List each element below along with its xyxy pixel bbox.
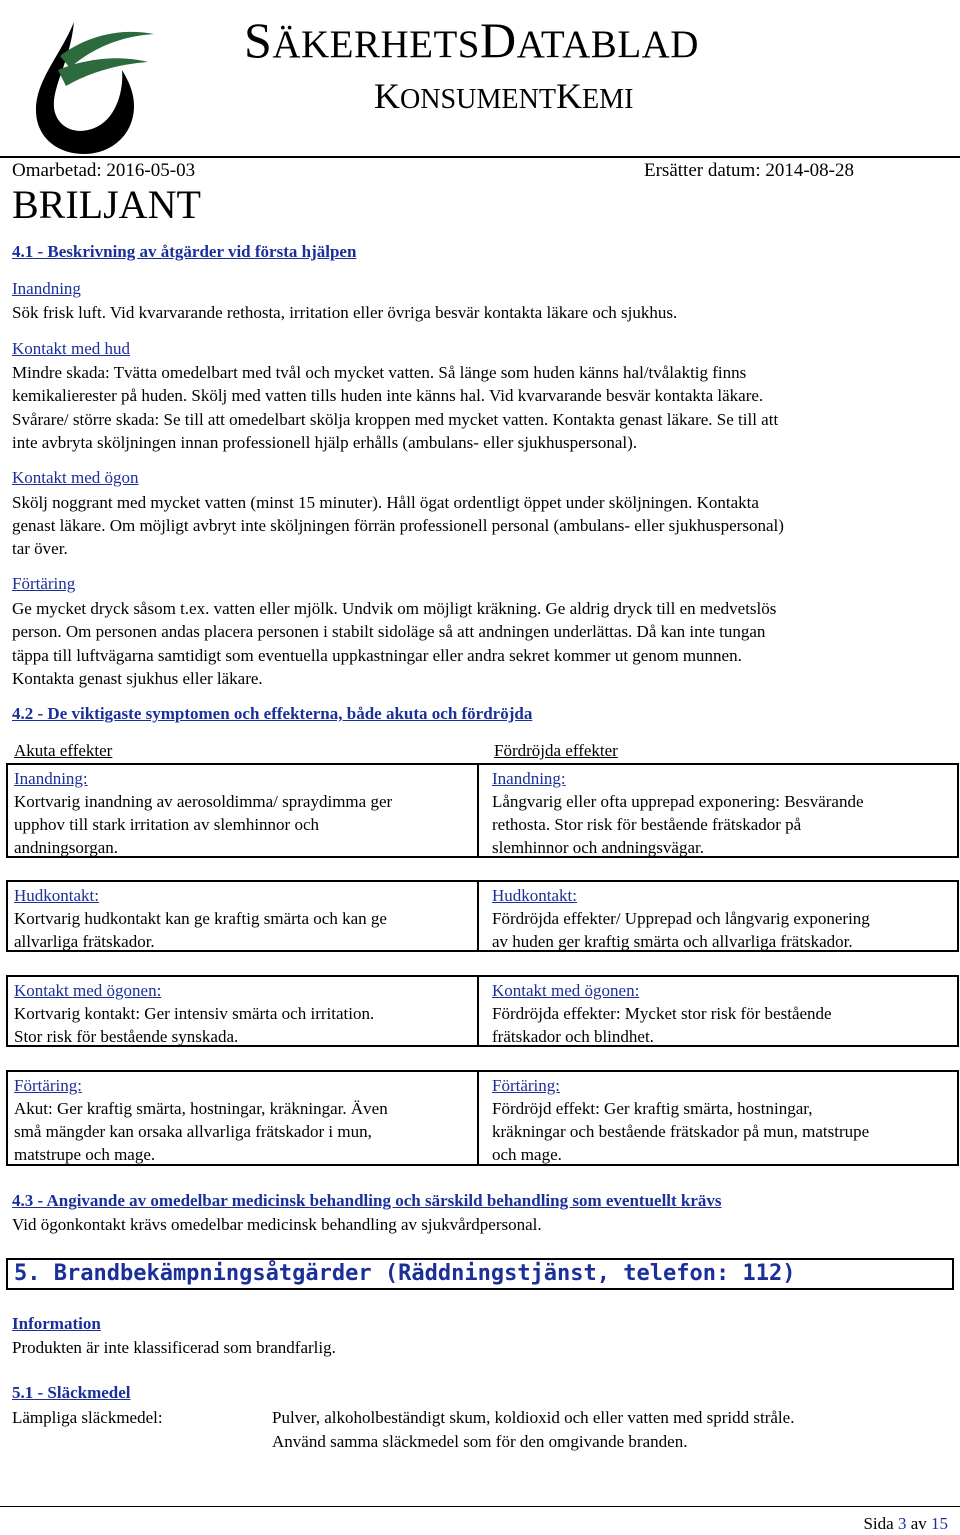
delayed-skin-label: Hudkontakt: (492, 886, 577, 905)
effects-row-eyes (6, 975, 959, 1047)
inhalation-text: Sök frisk luft. Vid kvarvarande rethosta, irritation eller övriga besvär kontakta läkare och sjukhus. (12, 303, 678, 322)
ingestion-text-4: Kontakta genast sjukhus eller läkare. (12, 669, 263, 688)
ingestion-text-2: person. Om personen andas placera personen i stabilt sidoläge så att andningen underlättas. Då kan inte tungan (12, 622, 766, 641)
eye-contact-heading: Kontakt med ögon (12, 468, 139, 487)
acute-eyes-line-1: Kortvarig kontakt: Ger intensiv smärta och irritation. (14, 1004, 375, 1023)
delayed-inhalation-line-2: rethosta. Stor risk för bestående frätskador på (492, 815, 802, 834)
skin-contact-text-1: Mindre skada: Tvätta omedelbart med tvål och mycket vatten. Så länge som huden känns hal/tvålaktig finns (12, 363, 747, 382)
acute-inhalation-label: Inandning: (14, 769, 88, 788)
header-divider (0, 156, 960, 158)
acute-ingestion-line-3: matstrupe och mage. (14, 1145, 156, 1164)
acute-skin-line-2: allvarliga frätskador. (14, 932, 155, 951)
delayed-ingestion-line-2: kräkningar och bestående frätskador på mun, matstrupe (492, 1122, 870, 1141)
acute-ingestion-line-1: Akut: Ger kraftig smärta, hostningar, kräkningar. Även (14, 1099, 388, 1118)
delayed-inhalation-label: Inandning: (492, 769, 566, 788)
ingestion-text-1: Ge mycket dryck såsom t.ex. vatten eller mjölk. Undvik om möjligt kräkning. Ge aldrig dryck till en medvetslös (12, 599, 777, 618)
delayed-ingestion-line-3: och mage. (492, 1145, 562, 1164)
extinguishing-media-text-2: Använd samma släckmedel som för den omgivande branden. (272, 1432, 688, 1451)
section-4-3-text: Vid ögonkontakt krävs omedelbar medicinsk behandling av sjukvårdpersonal. (12, 1215, 542, 1234)
acute-inhalation-line-2: upphov till stark irritation av slemhinnor och (14, 815, 320, 834)
document-subtitle: KONSUMENTKEMI (374, 76, 634, 116)
eye-contact-text-3: tar över. (12, 539, 68, 558)
acute-ingestion-line-2: små mängder kan orsaka allvarliga frätskador i mun, (14, 1122, 372, 1141)
delayed-inhalation-line-1: Långvarig eller ofta upprepad exponering: Besvärande (492, 792, 864, 811)
logo-drop-icon (30, 6, 158, 156)
delayed-ingestion-label: Förtäring: (492, 1076, 560, 1095)
effects-row-ingestion (6, 1070, 959, 1166)
extinguishing-media-label: Lämpliga släckmedel: (12, 1408, 163, 1427)
acute-skin-label: Hudkontakt: (14, 886, 99, 905)
information-text: Produkten är inte klassificerad som brandfarlig. (12, 1338, 336, 1357)
acute-eyes-label: Kontakt med ögonen: (14, 981, 162, 1000)
product-name: BRILJANT (12, 182, 201, 227)
page-number: Sida 3 av 15 (863, 1514, 948, 1533)
effects-row-inhalation (6, 763, 959, 858)
section-4-3-heading: 4.3 - Angivande av omedelbar medicinsk behandling och särskild behandling som eventuellt krävs (12, 1191, 722, 1210)
acute-ingestion-label: Förtäring: (14, 1076, 82, 1095)
delayed-skin-line-1: Fördröjda effekter/ Upprepad och långvarig exponering (492, 909, 870, 928)
acute-effects-heading: Akuta effekter (14, 741, 113, 760)
inhalation-heading: Inandning (12, 279, 81, 298)
skin-contact-heading: Kontakt med hud (12, 339, 131, 358)
effects-row-skin (6, 880, 959, 952)
information-heading: Information (12, 1314, 101, 1333)
delayed-eyes-line-1: Fördröjda effekter: Mycket stor risk för bestående (492, 1004, 832, 1023)
section-5-1-heading: 5.1 - Släckmedel (12, 1383, 131, 1402)
eye-contact-text-2: genast läkare. Om möjligt avbryt inte sköljningen förrän professionell personal (ambulans- eller sjukhuspersonal) (12, 516, 784, 535)
section-4-1-heading: 4.1 - Beskrivning av åtgärder vid första hjälpen (12, 242, 357, 261)
delayed-eyes-label: Kontakt med ögonen: (492, 981, 640, 1000)
ingestion-heading: Förtäring (12, 574, 76, 593)
eye-contact-text-1: Skölj noggrant med mycket vatten (minst 15 minuter). Håll ögat ordentligt öppet under sköljningen. Kontakta (12, 493, 759, 512)
skin-contact-text-4: inte avbryta sköljningen innan professionell hjälp erhålls (ambulans- eller sjukhuspersonal). (12, 433, 638, 452)
section-4-2-heading: 4.2 - De viktigaste symptomen och effekterna, både akuta och fördröjda (12, 704, 533, 723)
acute-skin-line-1: Kortvarig hudkontakt kan ge kraftig smärta och kan ge (14, 909, 387, 928)
delayed-ingestion-line-1: Fördröjd effekt: Ger kraftig smärta, hostningar, (492, 1099, 813, 1118)
delayed-effects-heading: Fördröjda effekter (494, 741, 618, 760)
acute-inhalation-line-3: andningsorgan. (14, 838, 119, 857)
skin-contact-text-3: Svårare/ större skada: Se till att omedelbart skölja kroppen med mycket vatten. Kontakta genast läkare. Se till att (12, 410, 779, 429)
document-title: SÄKERHETSDATABLAD (244, 12, 699, 68)
extinguishing-media-text-1: Pulver, alkoholbeständigt skum, koldioxid och eller vatten med spridd stråle. (272, 1408, 795, 1427)
revised-date: Omarbetad: 2016-05-03 (12, 160, 196, 181)
delayed-eyes-line-2: frätskador och blindhet. (492, 1027, 654, 1046)
footer-divider (0, 1506, 960, 1507)
replaces-date: Ersätter datum: 2014-08-28 (644, 160, 855, 181)
delayed-skin-line-2: av huden ger kraftig smärta och allvarliga frätskador. (492, 932, 853, 951)
acute-inhalation-line-1: Kortvarig inandning av aerosoldimma/ spraydimma ger (14, 792, 393, 811)
ingestion-text-3: täppa till luftvägarna samtidigt som eventuella uppkastningar eller andra sekret kommer ut genom munnen. (12, 646, 742, 665)
acute-eyes-line-2: Stor risk för bestående synskada. (14, 1027, 239, 1046)
skin-contact-text-2: kemikalierester på huden. Skölj med vatten tills huden inte känns hal. Vid kvarvarande besvär kontakta läkare. (12, 386, 764, 405)
delayed-inhalation-line-3: slemhinnor och andningsvägar. (492, 838, 704, 857)
section-5-heading: 5. Brandbekämpningsåtgärder (Räddningstjänst, telefon: 112) (6, 1258, 954, 1290)
